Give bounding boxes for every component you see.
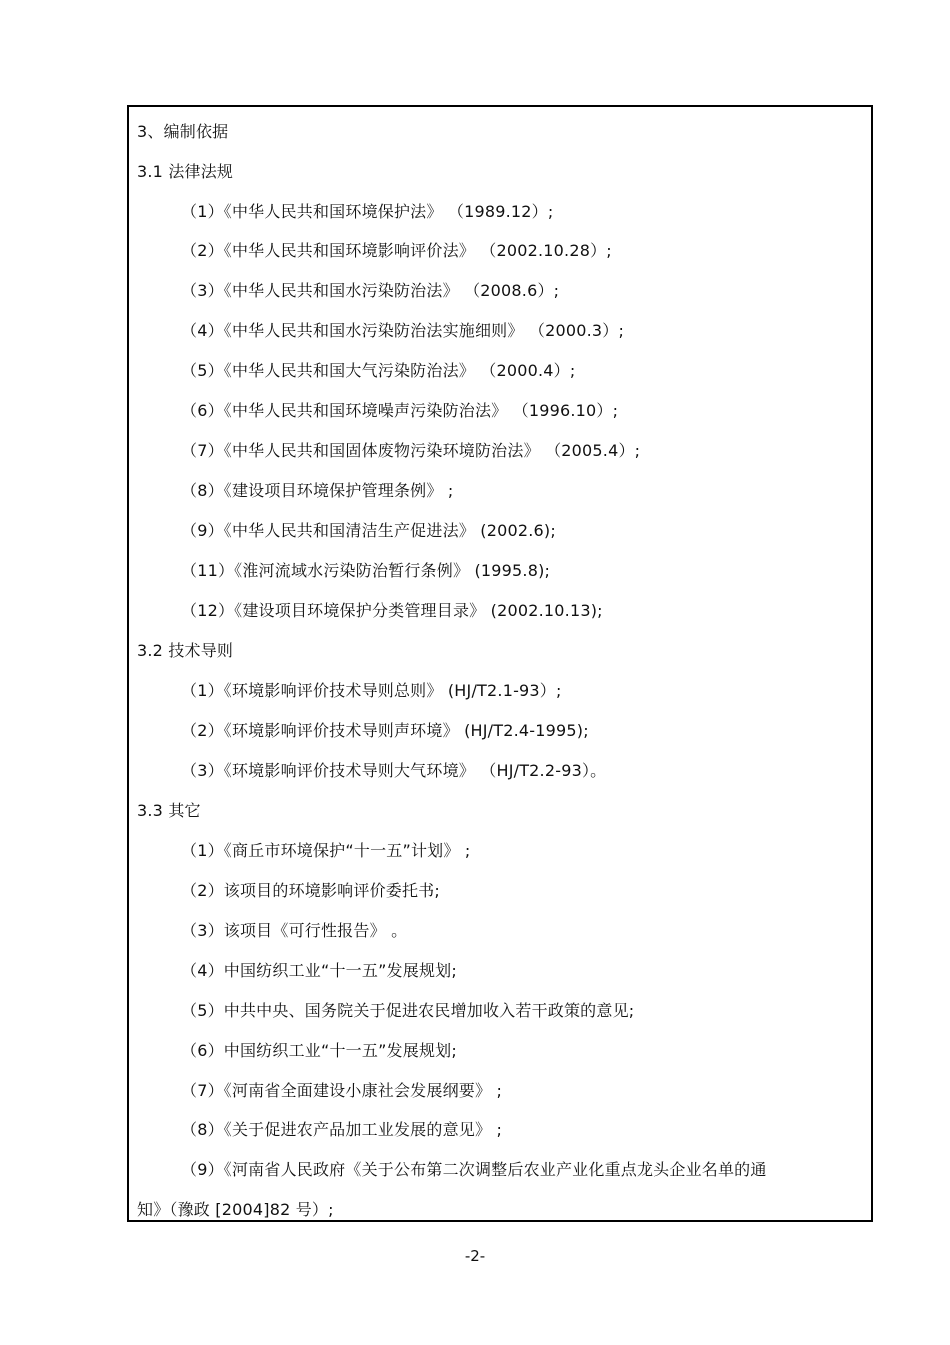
list-item: （6）《中华人民共和国环境噪声污染防治法》 （1996.10）; [181,401,619,420]
list-item: （12）《建设项目环境保护分类管理目录》 (2002.10.13); [181,601,603,620]
list-item: （5）《中华人民共和国大气污染防治法》 （2000.4）; [181,361,576,380]
list-item: （3）该项目《可行性报告》 。 [181,921,408,940]
document-frame [127,105,873,1222]
list-item: （4）中国纺织工业“十一五”发展规划; [181,961,457,980]
list-item-continuation: 知》（豫政 [2004]82 号）; [137,1200,334,1219]
list-item: （1）《环境影响评价技术导则总则》 (HJ/T2.1-93）; [181,681,562,700]
list-item: （3）《环境影响评价技术导则大气环境》 （HJ/T2.2-93）。 [181,761,607,780]
list-item: （1）《中华人民共和国环境保护法》 （1989.12）; [181,202,554,221]
section-title-guidelines: 3.2 技术导则 [137,641,234,660]
page-number: -2- [464,1247,486,1265]
list-item: （7）《河南省全面建设小康社会发展纲要》 ; [181,1081,503,1100]
list-item: （9）《中华人民共和国清洁生产促进法》 (2002.6); [181,521,556,540]
list-item: （5）中共中央、国务院关于促进农民增加收入若干政策的意见; [181,1001,635,1020]
list-item: （2）《环境影响评价技术导则声环境》 (HJ/T2.4-1995); [181,721,589,740]
list-item: （2）《中华人民共和国环境影响评价法》 （2002.10.28）; [181,241,612,260]
list-item: （4）《中华人民共和国水污染防治法实施细则》 （2000.3）; [181,321,625,340]
list-item: （6）中国纺织工业“十一五”发展规划; [181,1041,457,1060]
section-title-other: 3.3 其它 [137,801,201,820]
list-item: （8）《建设项目环境保护管理条例》 ; [181,481,454,500]
list-item: （8）《关于促进农产品加工业发展的意见》 ; [181,1120,503,1139]
list-item: （1）《商丘市环境保护“十一五”计划》 ; [181,841,471,860]
list-item: （2）该项目的环境影响评价委托书; [181,881,440,900]
list-item: （7）《中华人民共和国固体废物污染环境防治法》 （2005.4）; [181,441,641,460]
section-title-laws: 3.1 法律法规 [137,162,234,181]
list-item: （3）《中华人民共和国水污染防治法》 （2008.6）; [181,281,560,300]
section-heading: 3、编制依据 [137,122,229,141]
list-item: （9）《河南省人民政府《关于公布第二次调整后农业产业化重点龙头企业名单的通 [181,1160,767,1179]
list-item: （11）《淮河流域水污染防治暂行条例》 (1995.8); [181,561,551,580]
